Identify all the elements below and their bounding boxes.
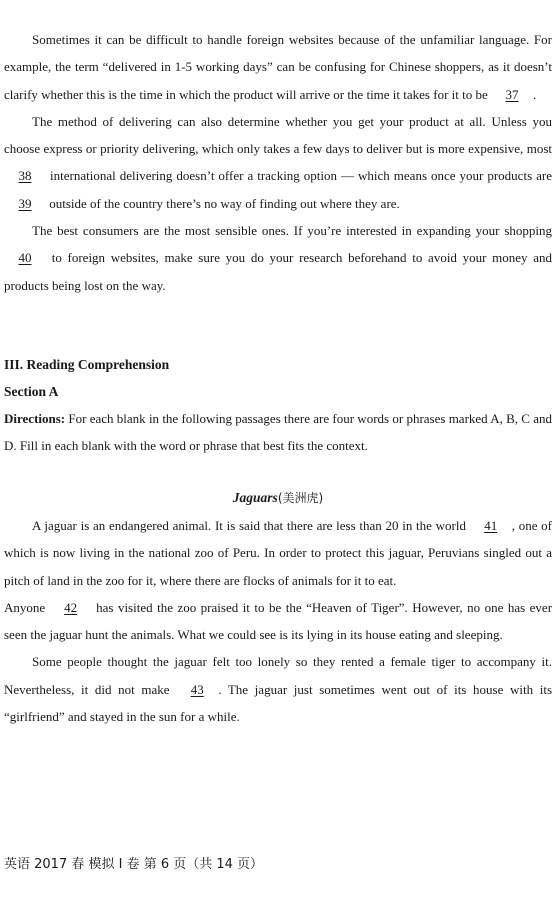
blank-39: 39 bbox=[18, 195, 32, 211]
paragraph-text: Some people thought the jaguar felt too lonely so they rented a female tiger to accompany it. Nevertheless, it did not make bbox=[4, 654, 552, 697]
paragraph-text: . The jaguar just sometimes went out of its house with its “girlfriend” and stayed in the sun for a while. bbox=[4, 681, 553, 725]
passage-paragraph bbox=[4, 217, 552, 299]
passage-paragraph bbox=[4, 648, 552, 730]
blank-40: 40 bbox=[18, 250, 32, 266]
paragraph-text: international delivering doesn’t offer a tracking option — which means once your products are bbox=[50, 168, 552, 184]
section-subheading: Section A bbox=[4, 383, 59, 399]
paragraph-text: The method of delivering can also determine whether you get your product at all. Unless you choose express or priority delivering, which only takes a few days to deliver but is more expensive, most bbox=[4, 113, 552, 157]
blank-43: 43 bbox=[190, 681, 204, 697]
passage-paragraph bbox=[4, 594, 552, 649]
blank-38: 38 bbox=[18, 168, 32, 184]
blank-37: 37 bbox=[505, 86, 519, 102]
paragraph-text: , one of which is now living in the national zoo of Peru. In order to protect this jaguar, Peruvians singled out a pitch of land in the zoo for it, where there are flocks of animals for it to eat. bbox=[4, 517, 553, 588]
page-footer: 英语 2017 春 模拟 I 卷 第 6 页（共 14 页） bbox=[4, 857, 264, 872]
directions-text: For each blank in the following passages there are four words or phrases marked A, B, C and D. Fill in each blank with the word or phrase that best fits the context. bbox=[4, 410, 552, 454]
passage-paragraph bbox=[4, 512, 552, 594]
paragraph-text: Anyone bbox=[4, 599, 46, 615]
passage-title bbox=[4, 484, 552, 512]
passage-title-cn: (美洲虎) bbox=[277, 490, 324, 505]
exam-page bbox=[4, 26, 552, 730]
paragraph-text: has visited the zoo praised it to be the “Heaven of Tiger”. However, no one has ever seen the jaguar hunt the animals. What we could see is its lying in its house eating and sleeping. bbox=[4, 599, 553, 643]
directions bbox=[4, 405, 552, 460]
section-heading: III. Reading Comprehension bbox=[4, 356, 170, 372]
paragraph-text: to foreign websites, make sure you do your research beforehand to avoid your money and products being lost on the way. bbox=[4, 250, 552, 293]
paragraph-text: A jaguar is an endangered animal. It is said that there are less than 20 in the world bbox=[32, 517, 466, 533]
paragraph-text: outside of the country there’s no way of finding out where they are. bbox=[49, 195, 400, 211]
paragraph-text: . bbox=[533, 86, 537, 102]
blank-41: 41 bbox=[484, 517, 498, 533]
directions-label: Directions: bbox=[4, 410, 66, 426]
passage-paragraph bbox=[4, 26, 552, 108]
paragraph-text: Sometimes it can be difficult to handle foreign websites because of the unfamiliar language. For example, the term “delivered in 1-5 working days” can be confusing for Chinese shoppers, as it doesn’t clarify whether this is the time in which the product will arrive or the time it takes for it to be bbox=[4, 32, 552, 102]
passage-title-text: Jaguars bbox=[232, 489, 278, 505]
passage-paragraph bbox=[4, 108, 552, 217]
paragraph-text: The best consumers are the most sensible ones. If you’re interested in expanding your shopping bbox=[32, 223, 552, 239]
blank-42: 42 bbox=[64, 599, 78, 615]
